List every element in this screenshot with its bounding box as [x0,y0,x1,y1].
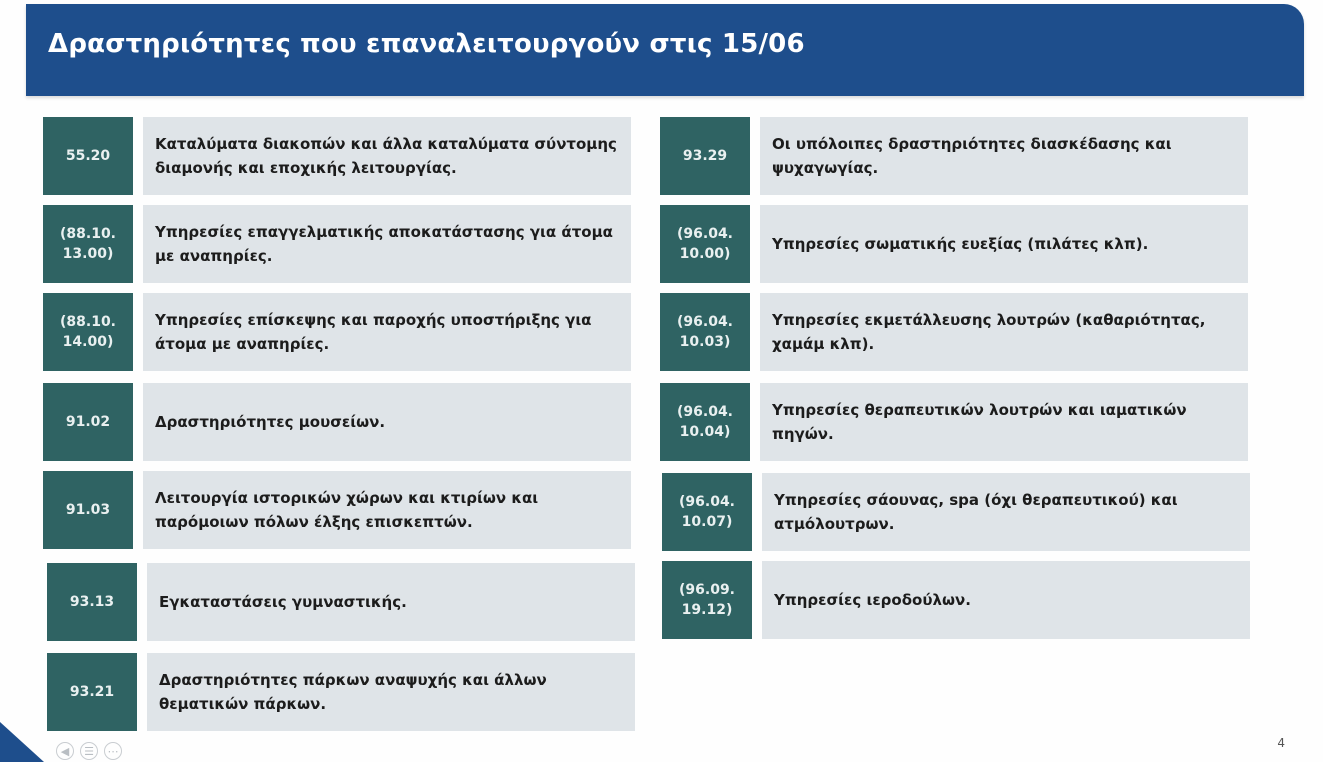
activity-description: Δραστηριότητες μουσείων. [143,383,631,461]
activity-description: Οι υπόλοιπες δραστηριότητες διασκέδασης και ψυχαγωγίας. [760,117,1248,195]
activity-description: Λειτουργία ιστορικών χώρων και κτιρίων και παρόμοιων πόλων έλξης επισκεπτών. [143,471,631,549]
activity-code: (96.04. 10.00) [660,205,750,283]
page-number: 4 [1277,736,1285,750]
activity-code: (96.04. 10.04) [660,383,750,461]
activity-description: Υπηρεσίες σάουνας, spa (όχι θεραπευτικού) και ατμόλουτρων. [762,473,1250,551]
activity-code: (96.04. 10.07) [662,473,752,551]
activity-description: Υπηρεσίες επίσκεψης και παροχής υποστήριξης για άτομα με αναπηρίες. [143,293,631,371]
activity-code: 93.13 [47,563,137,641]
activity-code: 55.20 [43,117,133,195]
activity-description: Υπηρεσίες θεραπευτικών λουτρών και ιαματικών πηγών. [760,383,1248,461]
activity-code: (88.10. 13.00) [43,205,133,283]
activity-description: Υπηρεσίες εκμετάλλευσης λουτρών (καθαριότητας, χαμάμ κλπ). [760,293,1248,371]
activity-code: 93.29 [660,117,750,195]
more-icon[interactable]: ⋯ [104,742,122,760]
activity-code: (96.09. 19.12) [662,561,752,639]
activity-description: Υπηρεσίες επαγγελματικής αποκατάστασης για άτομα με αναπηρίες. [143,205,631,283]
activity-description: Εγκαταστάσεις γυμναστικής. [147,563,635,641]
activity-code: 91.03 [43,471,133,549]
activity-description: Υπηρεσίες ιεροδούλων. [762,561,1250,639]
activity-code: 91.02 [43,383,133,461]
menu-icon[interactable]: ☰ [80,742,98,760]
activity-description: Καταλύματα διακοπών και άλλα καταλύματα σύντομης διαμονής και εποχικής λειτουργίας. [143,117,631,195]
activity-code: (96.04. 10.03) [660,293,750,371]
previous-icon[interactable]: ◀ [56,742,74,760]
activity-code: (88.10. 14.00) [43,293,133,371]
activity-code: 93.21 [47,653,137,731]
activity-description: Δραστηριότητες πάρκων αναψυχής και άλλων θεματικών πάρκων. [147,653,635,731]
page-title: Δραστηριότητες που επαναλειτουργούν στις 15/06 [48,29,805,59]
corner-triangle [0,722,44,762]
slide-nav-controls [56,742,122,760]
header-banner [26,4,1304,96]
activity-description: Υπηρεσίες σωματικής ευεξίας (πιλάτες κλπ). [760,205,1248,283]
